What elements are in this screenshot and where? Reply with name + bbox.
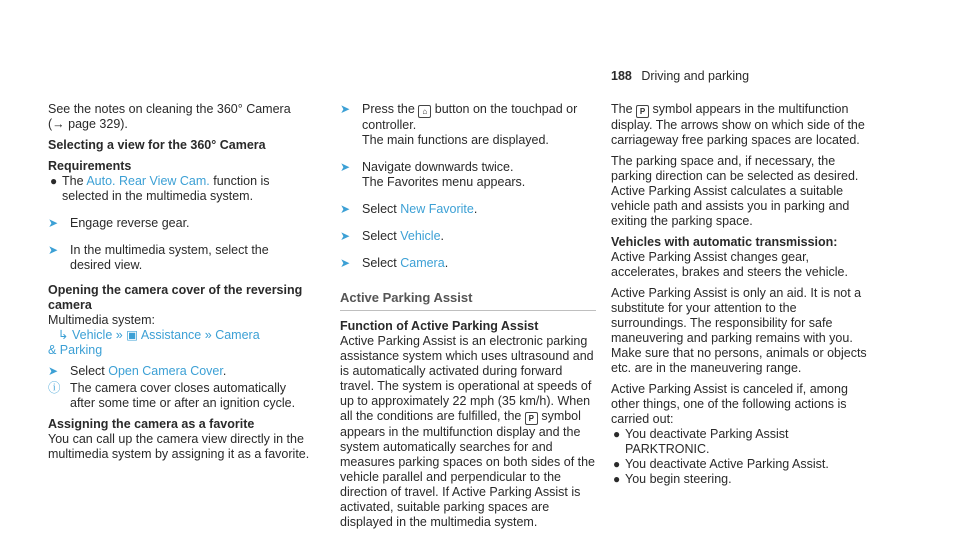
chapter-title: Driving and parking [641, 69, 750, 83]
step-arrow-icon: ➤ [48, 364, 59, 378]
step-open-cover: ➤ Select Open Camera Cover. [48, 364, 227, 378]
list-item: ● You deactivate Parking Assist PARKTRONIC. [613, 427, 789, 456]
step-select-vehicle: ➤ Select Vehicle. [340, 229, 445, 243]
symbol-paragraph: The P symbol appears in the multifunction display. The arrows show on which side of the carriageway free parking spaces are located. [611, 102, 865, 147]
function-text: Active Parking Assist is an electronic parking assistance system which uses ultrasound and is automatically activated during forward travel. The system is operational at speeds of up to approximately 22 mph (35 km/h). When all the conditions are fulfilled, the P symbol appears in the multifunction display and the system automatically searches for and measures parking spaces on both sides of the vehicle parallel and perpendicular to the direction of travel. If Active Parking Assist is activated, suitable parking spaces are displayed in the multimedia system. [340, 334, 596, 529]
nav-chevron-icon: » [115, 328, 123, 342]
home-button-icon: ⌂ [418, 105, 431, 118]
column-1 [48, 102, 310, 462]
step-navigate-down: ➤ Navigate downwards twice. The Favorites menu appears. [340, 160, 526, 189]
auto-rear-view-cam-link[interactable]: Auto. Rear View Cam. [86, 174, 210, 188]
opening-cover-heading: Opening the camera cover of the reversing camera [48, 283, 303, 312]
page-header [611, 69, 749, 83]
step-arrow-icon: ➤ [48, 216, 59, 230]
multimedia-system-label: Multimedia system: [48, 313, 155, 327]
vehicle-link[interactable]: Vehicle [400, 229, 441, 243]
nav-parking-link[interactable]: & Parking [48, 343, 103, 357]
nav-camera-link[interactable]: Camera [215, 328, 260, 342]
favorite-text: You can call up the camera view directly in the multimedia system by assigning it as a favorite. [48, 432, 310, 461]
nav-chevron-icon: » [204, 328, 212, 342]
step-arrow-icon: ➤ [340, 256, 351, 270]
car-settings-icon: ▣ [126, 328, 139, 342]
parking-arrows-icon: P [636, 105, 649, 118]
step-arrow-icon: ➤ [340, 102, 351, 116]
step-arrow-icon: ➤ [340, 229, 351, 243]
select-view-heading: Selecting a view for the 360° Camera [48, 138, 266, 152]
parking-direction-paragraph: The parking space and, if necessary, the parking direction can be selected as desired. Active Parking Assist calculates a suitable vehicle path and assists you in parking and exiting the parking space. [611, 154, 859, 228]
step-arrow-icon: ➤ [340, 160, 351, 174]
section-title: Active Parking Assist [340, 290, 596, 311]
step-select-camera: ➤ Select Camera. [340, 256, 449, 270]
column-3 [611, 102, 873, 487]
favorite-heading: Assigning the camera as a favorite [48, 417, 255, 431]
list-item: ● You deactivate Active Parking Assist. [613, 457, 829, 471]
requirements-heading: Requirements [48, 159, 132, 173]
canceled-paragraph: Active Parking Assist is canceled if, among other things, one of the following actions is carried out: [611, 382, 848, 426]
camera-link[interactable]: Camera [400, 256, 445, 270]
function-heading: Function of Active Parking Assist [340, 319, 539, 333]
requirement-item: ● The Auto. Rear View Cam. function is selected in the multimedia system. [50, 174, 270, 203]
bullet-icon: ● [50, 174, 58, 188]
bullet-icon: ● [613, 472, 621, 486]
bullet-icon: ● [613, 427, 621, 441]
open-camera-cover-link[interactable]: Open Camera Cover [108, 364, 223, 378]
step-arrow-icon: ➤ [48, 243, 59, 257]
parking-symbol-icon: P [525, 412, 538, 425]
step-select-new-favorite: ➤ Select New Favorite. [340, 202, 478, 216]
nav-assistance-link[interactable]: Assistance [140, 328, 202, 342]
page-number: 188 [611, 69, 632, 83]
step-press-home: ➤ Press the ⌂ button on the touchpad or controller. The main functions are displayed. [340, 102, 578, 147]
column-2 [340, 102, 596, 530]
step-engage-reverse: ➤ Engage reverse gear. [48, 216, 190, 230]
info-note: ⓘ The camera cover closes automatically after some time or after an ignition cycle. [48, 381, 296, 410]
info-icon: ⓘ [48, 381, 61, 395]
bullet-icon: ● [613, 457, 621, 471]
nav-vehicle-link[interactable]: Vehicle [71, 328, 113, 342]
list-item: ● You begin steering. [613, 472, 732, 486]
automatic-transmission-paragraph: Vehicles with automatic transmission: Active Parking Assist changes gear, accelerates, brakes and steers the vehicle. [611, 235, 848, 279]
step-select-view: ➤ In the multimedia system, select the desired view. [48, 243, 269, 272]
nav-return-icon: ↳ [58, 328, 69, 342]
step-arrow-icon: ➤ [340, 202, 351, 216]
intro-text: See the notes on cleaning the 360° Camera (→ page 329). [48, 102, 291, 131]
new-favorite-link[interactable]: New Favorite [400, 202, 474, 216]
nav-path [48, 328, 310, 343]
aid-paragraph: Active Parking Assist is only an aid. It is not a substitute for your attention to the surroundings. The responsibility for safe maneuvering and parking remains with you. Make sure that no persons, animals or objects etc. are in the maneuvering range. [611, 286, 867, 375]
